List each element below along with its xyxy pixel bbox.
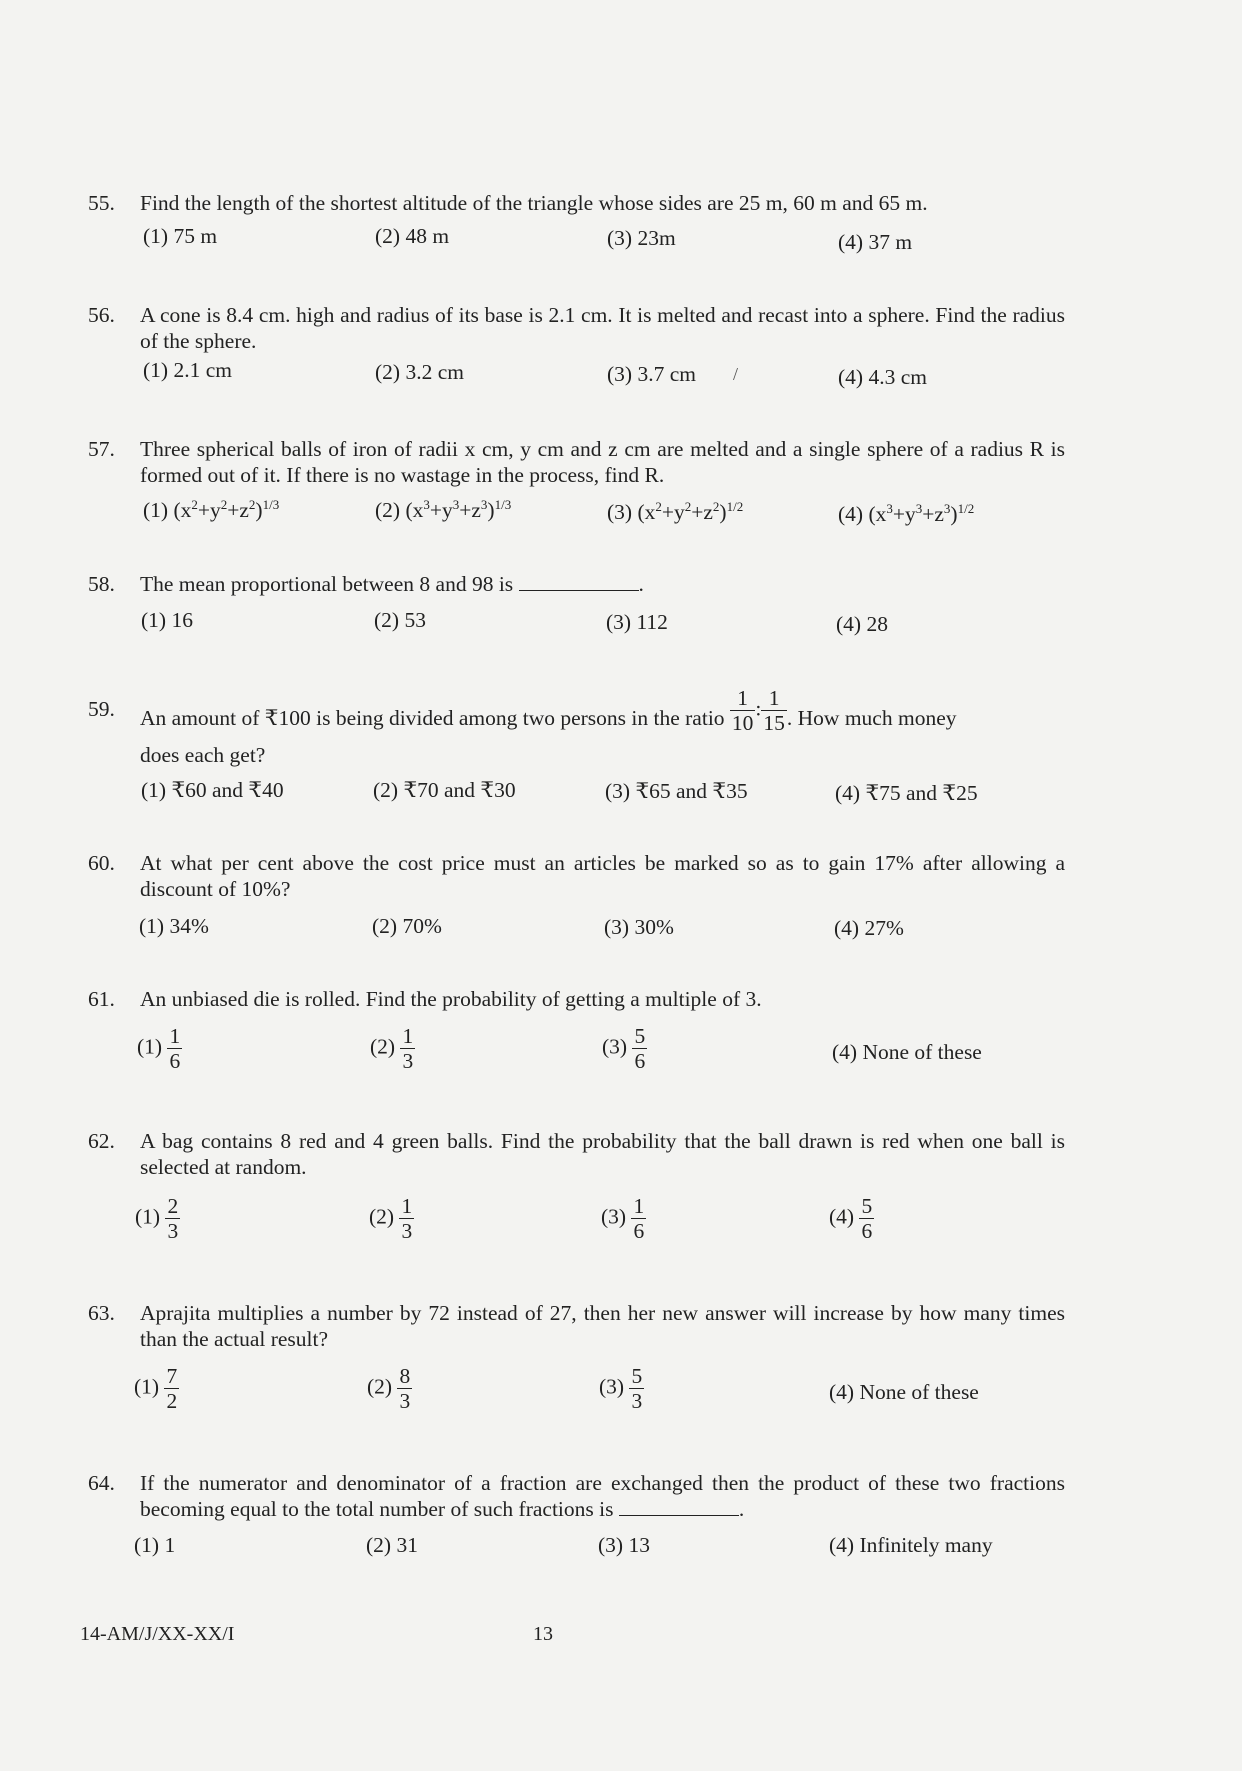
- option-4: (4) 28: [836, 612, 888, 636]
- question-number: 56.: [88, 303, 115, 327]
- exam-page: 55. Find the length of the shortest altitude of the triangle whose sides are 25 m, 60 m and 65 m. (1) 75 m (2) 48 m (3) 23m (4) 37 m 56. A cone is 8.4 cm. high and radius of its base is 2.1 cm. It is melted and recast into a sphere. Find the radius of the sphere. (1) 2.1 cm (2) 3.2 cm (3) 3.7 cm / (4) 4.3 cm 57. Three spherical balls of iron of radii x cm, y cm and z cm are melted and a single sphere of a radius R is formed out of it. If there is no wastage in the process, find R. (1) $(x^2+y^2+z^2)^{1/3}$ (2) $(x^3+y^3+z^3)^{1/3}$ (3) $(x^2+y^2+z^2)^{1/2}$ (4) $(x^3+y^3+z^3)^{1/2}$ 58. The mean proportional between 8 and 98 is . (1) 16 (2) 53 (3) 112 (4) 28 59. An amount of ₹100 is being divided among two persons in the ratio $\frac{1}{10}$ : $\frac{1}{15}$ . How much money does each get? (1) ₹60 and ₹40 (2) ₹70 and ₹30 (3) ₹65 and ₹35 (4) ₹75 and ₹25 60. At what per cent above the cost price must an articles be marked so as to gain 17% after allowing a discount of 10%? (1) 34% (2) 70% (3) 30% (4) 27% 61. An unbiased die is rolled. Find the probability of getting a multiple of 3. (1) $\frac{1}{6}$ (2) $\frac{1}{3}$ (3) $\frac{5}{6}$ (4) None of these 62. A bag contains 8 red and 4 green balls. Find the probability that the ball drawn is red when one ball is selected at random. (1) $\frac{2}{3}$ (2) $\frac{1}{3}$ (3) $\frac{1}{6}$ (4) $\frac{5}{6}$ 63. Aprajita multiplies a number by 72 instead of 27, then her new answer will increase by how many times than the actual result? (1) $\frac{7}{2}$ (2) $\frac{8}{3}$ (3) $\frac{5}{3}$ (4) None of these 64. If the numerator and denominator of a fraction are exchanged then the product of these two fractions becoming equal to the total number of such fractions is . (1) 1 (2) 31 (3) 13 (4) Infinitely many 14-AM/J/XX-XX/I 13: [80, 191, 1065, 1645]
- fraction: $\frac{5}{3}$: [631, 1364, 643, 1413]
- question-text: An unbiased die is rolled. Find the probability of getting a multiple of 3.: [140, 987, 762, 1011]
- option-4: (4) 37 m: [838, 230, 913, 254]
- answer-blank: [519, 572, 639, 591]
- question-number: 55.: [88, 191, 115, 215]
- question-text-cont: . How much money: [786, 706, 957, 731]
- option-2: (2) 53: [374, 608, 426, 632]
- option-4: (4) $\frac{5}{6}$: [829, 1194, 873, 1243]
- option-4: (4) None of these: [832, 1040, 982, 1064]
- question-text: If the numerator and denominator of a fraction are exchanged then the product of these two fractions becoming equal to the total number of such fractions is: [140, 1471, 1065, 1521]
- option-2: (2) ₹70 and ₹30: [373, 778, 516, 802]
- option-4: (4) ₹75 and ₹25: [835, 781, 978, 805]
- option-2: (2) $\frac{1}{3}$: [370, 1024, 414, 1073]
- answer-blank: [619, 1497, 739, 1516]
- question-text: A cone is 8.4 cm. high and radius of its base is 2.1 cm. It is melted and recast into a sphere. Find the radius of the sphere.: [140, 303, 1065, 353]
- pen-tick-mark: /: [733, 364, 739, 384]
- fraction: $\frac{1}{6}$: [633, 1194, 645, 1243]
- ratio-fraction-1: $\frac{1}{10}$: [731, 686, 754, 735]
- question-number: 59.: [88, 697, 115, 721]
- fraction: $\frac{1}{6}$: [169, 1024, 181, 1073]
- option-3: (3) ₹65 and ₹35: [605, 779, 748, 803]
- question-number: 62.: [88, 1129, 115, 1153]
- option-4: (4) 27%: [834, 916, 904, 940]
- question-number: 57.: [88, 437, 115, 461]
- option-3: (3) 13: [598, 1533, 650, 1557]
- option-4: (4) $(x^3+y^3+z^3)^{1/2}$: [838, 500, 975, 526]
- ratio-fraction-2: $\frac{1}{15}$: [763, 686, 785, 735]
- option-1: (1) 16: [141, 608, 193, 632]
- option-2: (2) $(x^3+y^3+z^3)^{1/3}$: [375, 496, 512, 522]
- question-text: The mean proportional between 8 and 98 is: [140, 572, 514, 596]
- option-3: (3) 23m: [607, 226, 676, 250]
- option-1: (1) $(x^2+y^2+z^2)^{1/3}$: [143, 496, 280, 522]
- question-text: A bag contains 8 red and 4 green balls. Find the probability that the ball drawn is red when one ball is selected at random.: [140, 1129, 1065, 1179]
- option-1: (1) 75 m: [143, 224, 218, 248]
- question-number: 60.: [88, 851, 115, 875]
- option-3: (3) 112: [606, 610, 668, 634]
- option-2: (2) 48 m: [375, 224, 450, 248]
- option-4: (4) 4.3 cm: [838, 365, 927, 389]
- question-text: An amount of ₹100 is being divided among two persons in the ratio: [140, 706, 725, 731]
- option-1: (1) $\frac{1}{6}$: [137, 1024, 181, 1073]
- option-1: (1) $\frac{7}{2}$: [134, 1364, 178, 1413]
- page-number: 13: [533, 1623, 553, 1645]
- fraction: $\frac{1}{3}$: [402, 1024, 414, 1073]
- option-1: (1) 34%: [139, 914, 209, 938]
- fraction: $\frac{5}{6}$: [634, 1024, 646, 1073]
- fraction: $\frac{7}{2}$: [166, 1364, 178, 1413]
- option-4: (4) None of these: [829, 1380, 979, 1404]
- question-number: 58.: [88, 572, 115, 596]
- fraction: $\frac{5}{6}$: [861, 1194, 873, 1243]
- option-3: (3) $\frac{5}{3}$: [599, 1364, 643, 1413]
- fraction: $\frac{8}{3}$: [399, 1364, 411, 1413]
- option-3: (3) 3.7 cm: [607, 362, 696, 386]
- option-2: (2) 70%: [372, 914, 442, 938]
- question-text: Find the length of the shortest altitude of the triangle whose sides are 25 m, 60 m and 65 m.: [140, 191, 928, 215]
- option-1: (1) 1: [134, 1533, 176, 1557]
- question-text: At what per cent above the cost price must an articles be marked so as to gain 17% after allowing a discount of 10%?: [140, 851, 1065, 901]
- question-number: 61.: [88, 987, 115, 1011]
- question-text: Three spherical balls of iron of radii x cm, y cm and z cm are melted and a single sphere of a radius R is formed out of it. If there is no wastage in the process, find R.: [140, 437, 1065, 487]
- paper-code: 14-AM/J/XX-XX/I: [80, 1623, 235, 1645]
- question-text-line2: does each get?: [140, 743, 266, 767]
- option-3: (3) $\frac{5}{6}$: [602, 1024, 646, 1073]
- option-2: (2) $\frac{8}{3}$: [367, 1364, 411, 1413]
- option-3: (3) $(x^2+y^2+z^2)^{1/2}$: [607, 498, 744, 524]
- option-4: (4) Infinitely many: [829, 1533, 993, 1557]
- question-number: 63.: [88, 1301, 115, 1325]
- option-3: (3) 30%: [604, 915, 674, 939]
- option-1: (1) ₹60 and ₹40: [141, 778, 284, 802]
- question-number: 64.: [88, 1471, 115, 1495]
- option-2: (2) 31: [366, 1533, 418, 1557]
- option-1: (1) 2.1 cm: [143, 358, 232, 382]
- option-3: (3) $\frac{1}{6}$: [601, 1194, 645, 1243]
- option-2: (2) 3.2 cm: [375, 360, 464, 384]
- option-1: (1) $\frac{2}{3}$: [135, 1194, 179, 1243]
- fraction: $\frac{1}{3}$: [401, 1194, 413, 1243]
- option-2: (2) $\frac{1}{3}$: [369, 1194, 413, 1243]
- question-text: Aprajita multiplies a number by 72 instead of 27, then her new answer will increase by how many times than the actual result?: [140, 1301, 1065, 1351]
- fraction: $\frac{2}{3}$: [167, 1194, 179, 1243]
